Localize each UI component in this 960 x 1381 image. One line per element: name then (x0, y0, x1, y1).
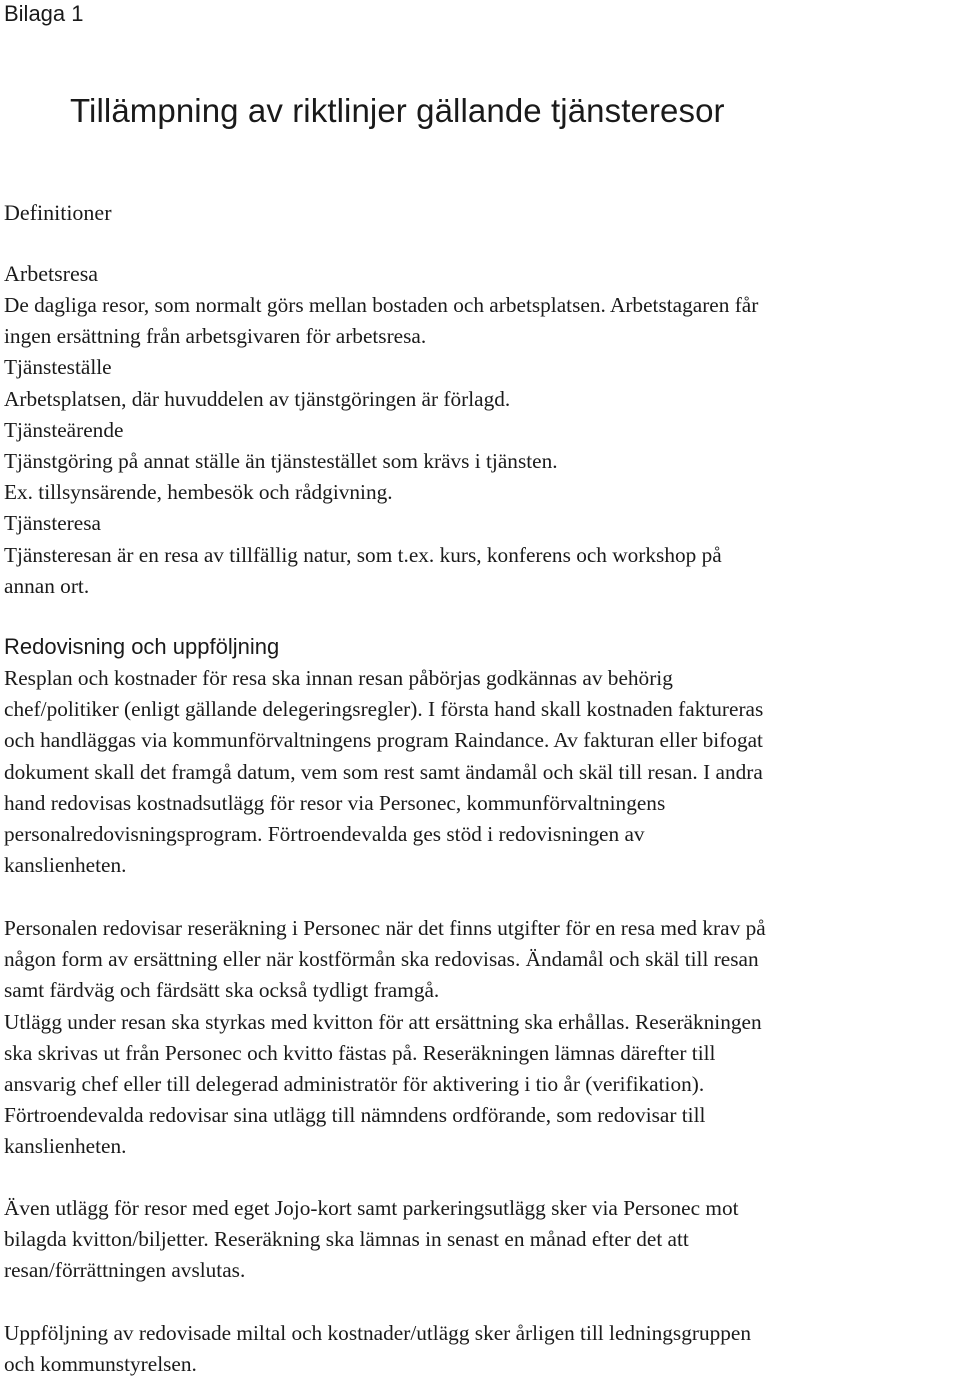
definition-line: De dagliga resor, som normalt görs mellan bostaden och arbetsplatsen. Arbetstagaren får (4, 293, 759, 317)
redovisning-paragraph-2 (4, 913, 960, 1163)
paragraph-line: resan/förrättningen avslutas. (4, 1258, 246, 1283)
paragraph-line: Utlägg under resan ska styrkas med kvitton för att ersättning ska erhållas. Reseräkningen (4, 1009, 762, 1034)
redovisning-paragraph-4 (4, 1318, 960, 1380)
definition-line: Tjänsteresan är en resa av tillfällig natur, som t.ex. kurs, konferens och workshop på (4, 542, 722, 567)
paragraph-line: kanslienheten. (4, 1134, 127, 1159)
redovisning-paragraph-3 (4, 1193, 960, 1287)
definition-line: Tjänstgöring på annat ställe än tjänstestället som krävs i tjänsten. (4, 449, 558, 474)
paragraph-line: Uppföljning av redovisade miltal och kostnader/utlägg sker årligen till ledningsgruppen (4, 1321, 751, 1345)
paragraph-line: personalredovisningsprogram. Förtroendevalda ges stöd i redovisningen av (4, 822, 645, 847)
definition-term: Tjänsteärende (4, 417, 124, 442)
paragraph-line: dokument skall det framgå datum, vem som rest samt ändamål och skäl till resan. I andra (4, 759, 763, 784)
redovisning-paragraph-1 (4, 663, 960, 881)
definition-term: Tjänsteresa (4, 511, 101, 536)
paragraph-line: bilagda kvitton/biljetter. Reseräkning ska lämnas in senast en månad efter det att (4, 1227, 689, 1252)
definition-line: annan ort. (4, 573, 90, 598)
paragraph-line: Förtroendevalda redovisar sina utlägg till nämndens ordförande, som redovisar till (4, 1103, 706, 1128)
paragraph-line: Resplan och kostnader för resa ska innan resan påbörjas godkännas av behörig (4, 666, 673, 690)
paragraph-line: ska skrivas ut från Personec och kvitto fästas på. Reseräkningen lämnas därefter till (4, 1040, 716, 1065)
definition-line: Ex. tillsynsärende, hembesök och rådgivning. (4, 480, 393, 505)
arbetsresa-heading: Arbetsresa (4, 261, 99, 286)
paragraph-line: ansvarig chef eller till delegerad administratör för aktivering i tio år (verifikation). (4, 1072, 705, 1097)
appendix-label: Bilaga 1 (4, 1, 84, 26)
redovisning-heading: Redovisning och uppföljning (4, 634, 280, 659)
paragraph-line: Personalen redovisar reseräkning i Personec när det finns utgifter för en resa med krav på (4, 916, 766, 940)
paragraph-line: chef/politiker (enligt gällande delegeringsregler). I första hand skall kostnaden faktureras (4, 697, 764, 722)
paragraph-line: och kommunstyrelsen. (4, 1352, 197, 1377)
paragraph-line: kanslienheten. (4, 853, 127, 878)
paragraph-line: samt färdväg och färdsätt ska också tydligt framgå. (4, 978, 440, 1003)
paragraph-line: och handläggas via kommunförvaltningens program Raindance. Av fakturan eller bifogat (4, 728, 763, 753)
document-title: Tillämpning av riktlinjer gällande tjänsteresor (70, 92, 725, 129)
paragraph-line: någon form av ersättning eller när kostförmån ska redovisas. Ändamål och skäl till resan (4, 947, 759, 972)
definitions-body (4, 290, 960, 602)
definition-term: Tjänsteställe (4, 355, 112, 380)
definitions-heading: Definitioner (4, 200, 112, 225)
paragraph-line: Även utlägg för resor med eget Jojo-kort samt parkeringsutlägg sker via Personec mot (4, 1196, 739, 1220)
definition-line: Arbetsplatsen, där huvuddelen av tjänstgöringen är förlagd. (4, 386, 511, 411)
definition-line: ingen ersättning från arbetsgivaren för arbetsresa. (4, 324, 427, 349)
paragraph-line: hand redovisas kostnadsutlägg för resor via Personec, kommunförvaltningens (4, 790, 666, 815)
